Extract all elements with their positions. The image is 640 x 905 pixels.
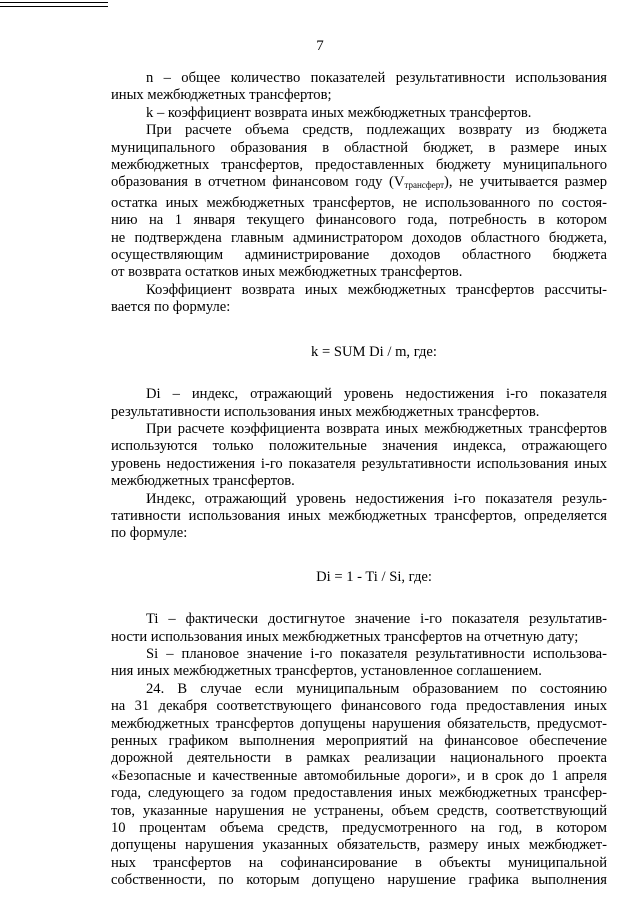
text-line: не подтверждена главным администратором доходов областного бюджета, [111,229,607,246]
header-rule [0,6,108,7]
paragraph-positive-values [111,421,607,491]
text-line: собственности, по которым допущено нарушение графика выполнения [111,872,607,889]
text-line: межбюджетных трансфертов допущены нарушения обязательств, предусмот- [111,715,607,732]
paragraph-index-intro [111,491,607,543]
page-number: 7 [316,38,324,54]
text-line: При расчете объема средств, подлежащих возврату из бюджета [146,122,607,139]
text-fragment: образования в отчетном финансовом году (V [111,174,405,191]
text-line: дорожной деятельности в рамках реализации национального проекта [111,750,607,767]
formula-k: k = SUM Di / m, где: [311,343,437,360]
text-line: используются только положительные значения индекса, отражающего [111,438,607,455]
text-line: на 31 декабря соответствующего финансового года предоставления иных [111,698,607,715]
text-line: межбюджетных трансфертов, предоставленных бюджету муниципального [111,157,607,174]
subscript: трансферт [404,180,445,191]
text-line: n – общее количество показателей результативности использования [146,70,607,86]
text-line: Si – плановое значение i-го показателя результативности использова- [146,645,607,662]
paragraph-return-volume [111,122,607,282]
text-line: При расчете коэффициента возврата иных межбюджетных трансфертов [146,420,607,437]
text-line: результативности использования иных межбюджетных трансфертов. [111,403,540,420]
paragraph-coefficient-intro [111,282,607,317]
text-line: Ti – фактически достигнутое значение i-го показателя результатив- [146,611,607,628]
text-line: допущены нарушения указанных обязательств, размеру иных межбюджет- [111,837,607,854]
text-line: Индекс, отражающий уровень недостижения i-го показателя резуль- [146,490,607,507]
text-line: Di – индекс, отражающий уровень недостижения i-го показателя [146,386,607,403]
paragraph-k-definition [111,105,607,122]
text-line: 10 процентам объема средств, предусмотренного на год, в котором [111,820,607,837]
paragraph-si-definition [111,646,607,681]
text-line: нию на 1 января текущего финансового года, потребность в котором [111,212,607,229]
paragraph-di-definition [111,386,607,421]
text-line: «Безопасные и качественные автомобильные дороги», и в срок до 1 апреля [111,767,607,784]
text-line: муниципального образования в областной бюджет, в размере иных [111,139,607,156]
text-line: иных межбюджетных трансфертов; [111,87,332,104]
text-line: ренных графиком выполнения мероприятий на финансовое обеспечение [111,733,607,749]
text-line: вается по формуле: [111,299,231,316]
text-line: 24. В случае если муниципальным образованием по состоянию [146,680,607,697]
text-line: ния иных межбюджетных трансфертов, установленное соглашением. [111,663,542,680]
text-line: года, следующего за годом предоставления иных межбюджетных трансфер- [111,785,607,802]
text-line: от возврата остатков иных межбюджетных трансфертов. [111,264,463,281]
formula-di: Di = 1 - Ti / Si, где: [316,568,432,585]
text-line: ных трансфертов на софинансирование в объекты муниципальной [111,854,607,871]
header-rule [0,2,108,3]
text-line: межбюджетных трансфертов. [111,473,295,490]
text-line: уровень недостижения i-го показателя результативности использования иных [111,455,607,472]
paragraph-item-24 [111,681,607,890]
text-line: по формуле: [111,525,188,542]
text-line: k – коэффициент возврата иных межбюджетных трансфертов. [146,104,532,121]
text-line: Коэффициент возврата иных межбюджетных трансфертов рассчиты- [146,281,607,298]
document-body [111,70,607,890]
text-line: тов, указанные нарушения не устранены, объем средств, соответствующий [111,802,607,819]
text-line: осуществляющим администрирование доходов областного бюджета [111,247,607,264]
paragraph-ti-definition [111,611,607,646]
text-line: остатка иных межбюджетных трансфертов, не использованного по состоя- [111,194,607,211]
paragraph-n-definition [111,70,607,105]
text-line: тативности использования иных межбюджетных трансфертов, определяется [111,507,607,524]
text-line [111,174,607,194]
text-fragment: ), не учитывается размер [444,174,607,191]
text-line: ности использования иных межбюджетных трансфертов на отчетную дату; [111,628,579,645]
